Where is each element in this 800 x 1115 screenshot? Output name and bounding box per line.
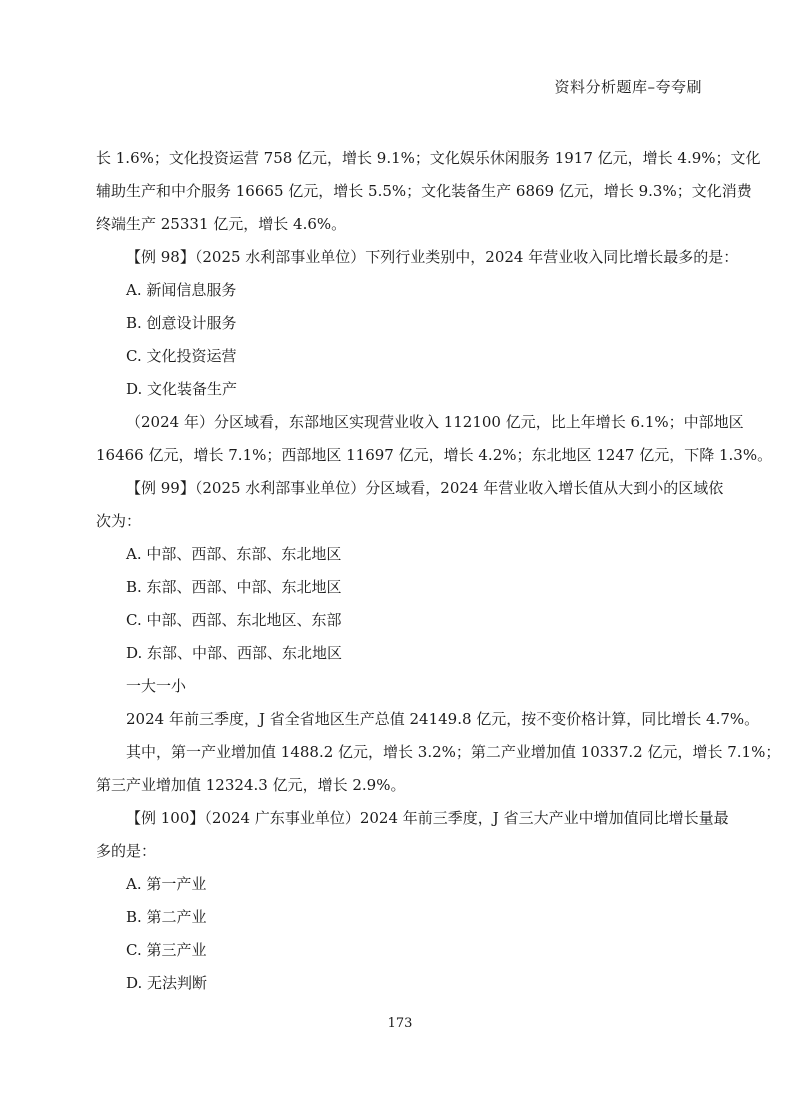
text-line: 2024 年前三季度，J 省全省地区生产总值 24149.8 亿元，按不变价格计算，同比增长 4.7%。	[126, 710, 760, 728]
text-line: 16466 亿元，增长 7.1%；西部地区 11697 亿元，增长 4.2%；东北地区 1247 亿元，下降 1.3%。	[96, 446, 773, 464]
text-line: C. 文化投资运营	[126, 347, 237, 365]
text-line: A. 新闻信息服务	[126, 281, 237, 299]
text-line: B. 第二产业	[126, 908, 207, 926]
text-line: 辅助生产和中介服务 16665 亿元，增长 5.5%；文化装备生产 6869 亿元，增长 9.3%；文化消费	[96, 182, 752, 200]
text-line: C. 第三产业	[126, 941, 207, 959]
page-number: 173	[387, 1016, 413, 1031]
text-line: D. 文化装备生产	[126, 380, 238, 398]
text-line: A. 中部、西部、东部、东北地区	[126, 545, 342, 563]
text-line: 【例 100】（2024 广东事业单位）2024 年前三季度，J 省三大产业中增加值同比增长量最	[126, 809, 729, 827]
text-line: （2024 年）分区域看，东部地区实现营业收入 112100 亿元，比上年增长 6.1%；中部地区	[126, 413, 744, 431]
text-line: 长 1.6%；文化投资运营 758 亿元，增长 9.1%；文化娱乐休闲服务 1917 亿元，增长 4.9%；文化	[96, 149, 761, 167]
text-line: 一大一小	[126, 677, 187, 695]
text-line: A. 第一产业	[126, 875, 207, 893]
text-line: D. 无法判断	[126, 974, 208, 992]
text-line: 多的是：	[96, 842, 157, 860]
text-line: 其中，第一产业增加值 1488.2 亿元，增长 3.2%；第二产业增加值 10337.2 亿元，增长 7.1%；	[126, 743, 781, 761]
text-line: 第三产业增加值 12324.3 亿元，增长 2.9%。	[96, 776, 406, 794]
text-line: 次为：	[96, 512, 142, 530]
text-line: B. 东部、西部、中部、东北地区	[126, 578, 342, 596]
page-header-title: 资料分析题库–夸夸刷	[554, 78, 702, 96]
text-line: 终端生产 25331 亿元，增长 4.6%。	[96, 215, 347, 233]
text-line: D. 东部、中部、西部、东北地区	[126, 644, 343, 662]
text-line: 【例 98】（2025 水利部事业单位）下列行业类别中，2024 年营业收入同比增长最多的是：	[126, 248, 739, 266]
text-line: B. 创意设计服务	[126, 314, 237, 332]
text-line: 【例 99】（2025 水利部事业单位）分区域看，2024 年营业收入增长值从大到小的区域依	[126, 479, 724, 497]
text-line: C. 中部、西部、东北地区、东部	[126, 611, 342, 629]
document-body	[96, 142, 781, 1000]
